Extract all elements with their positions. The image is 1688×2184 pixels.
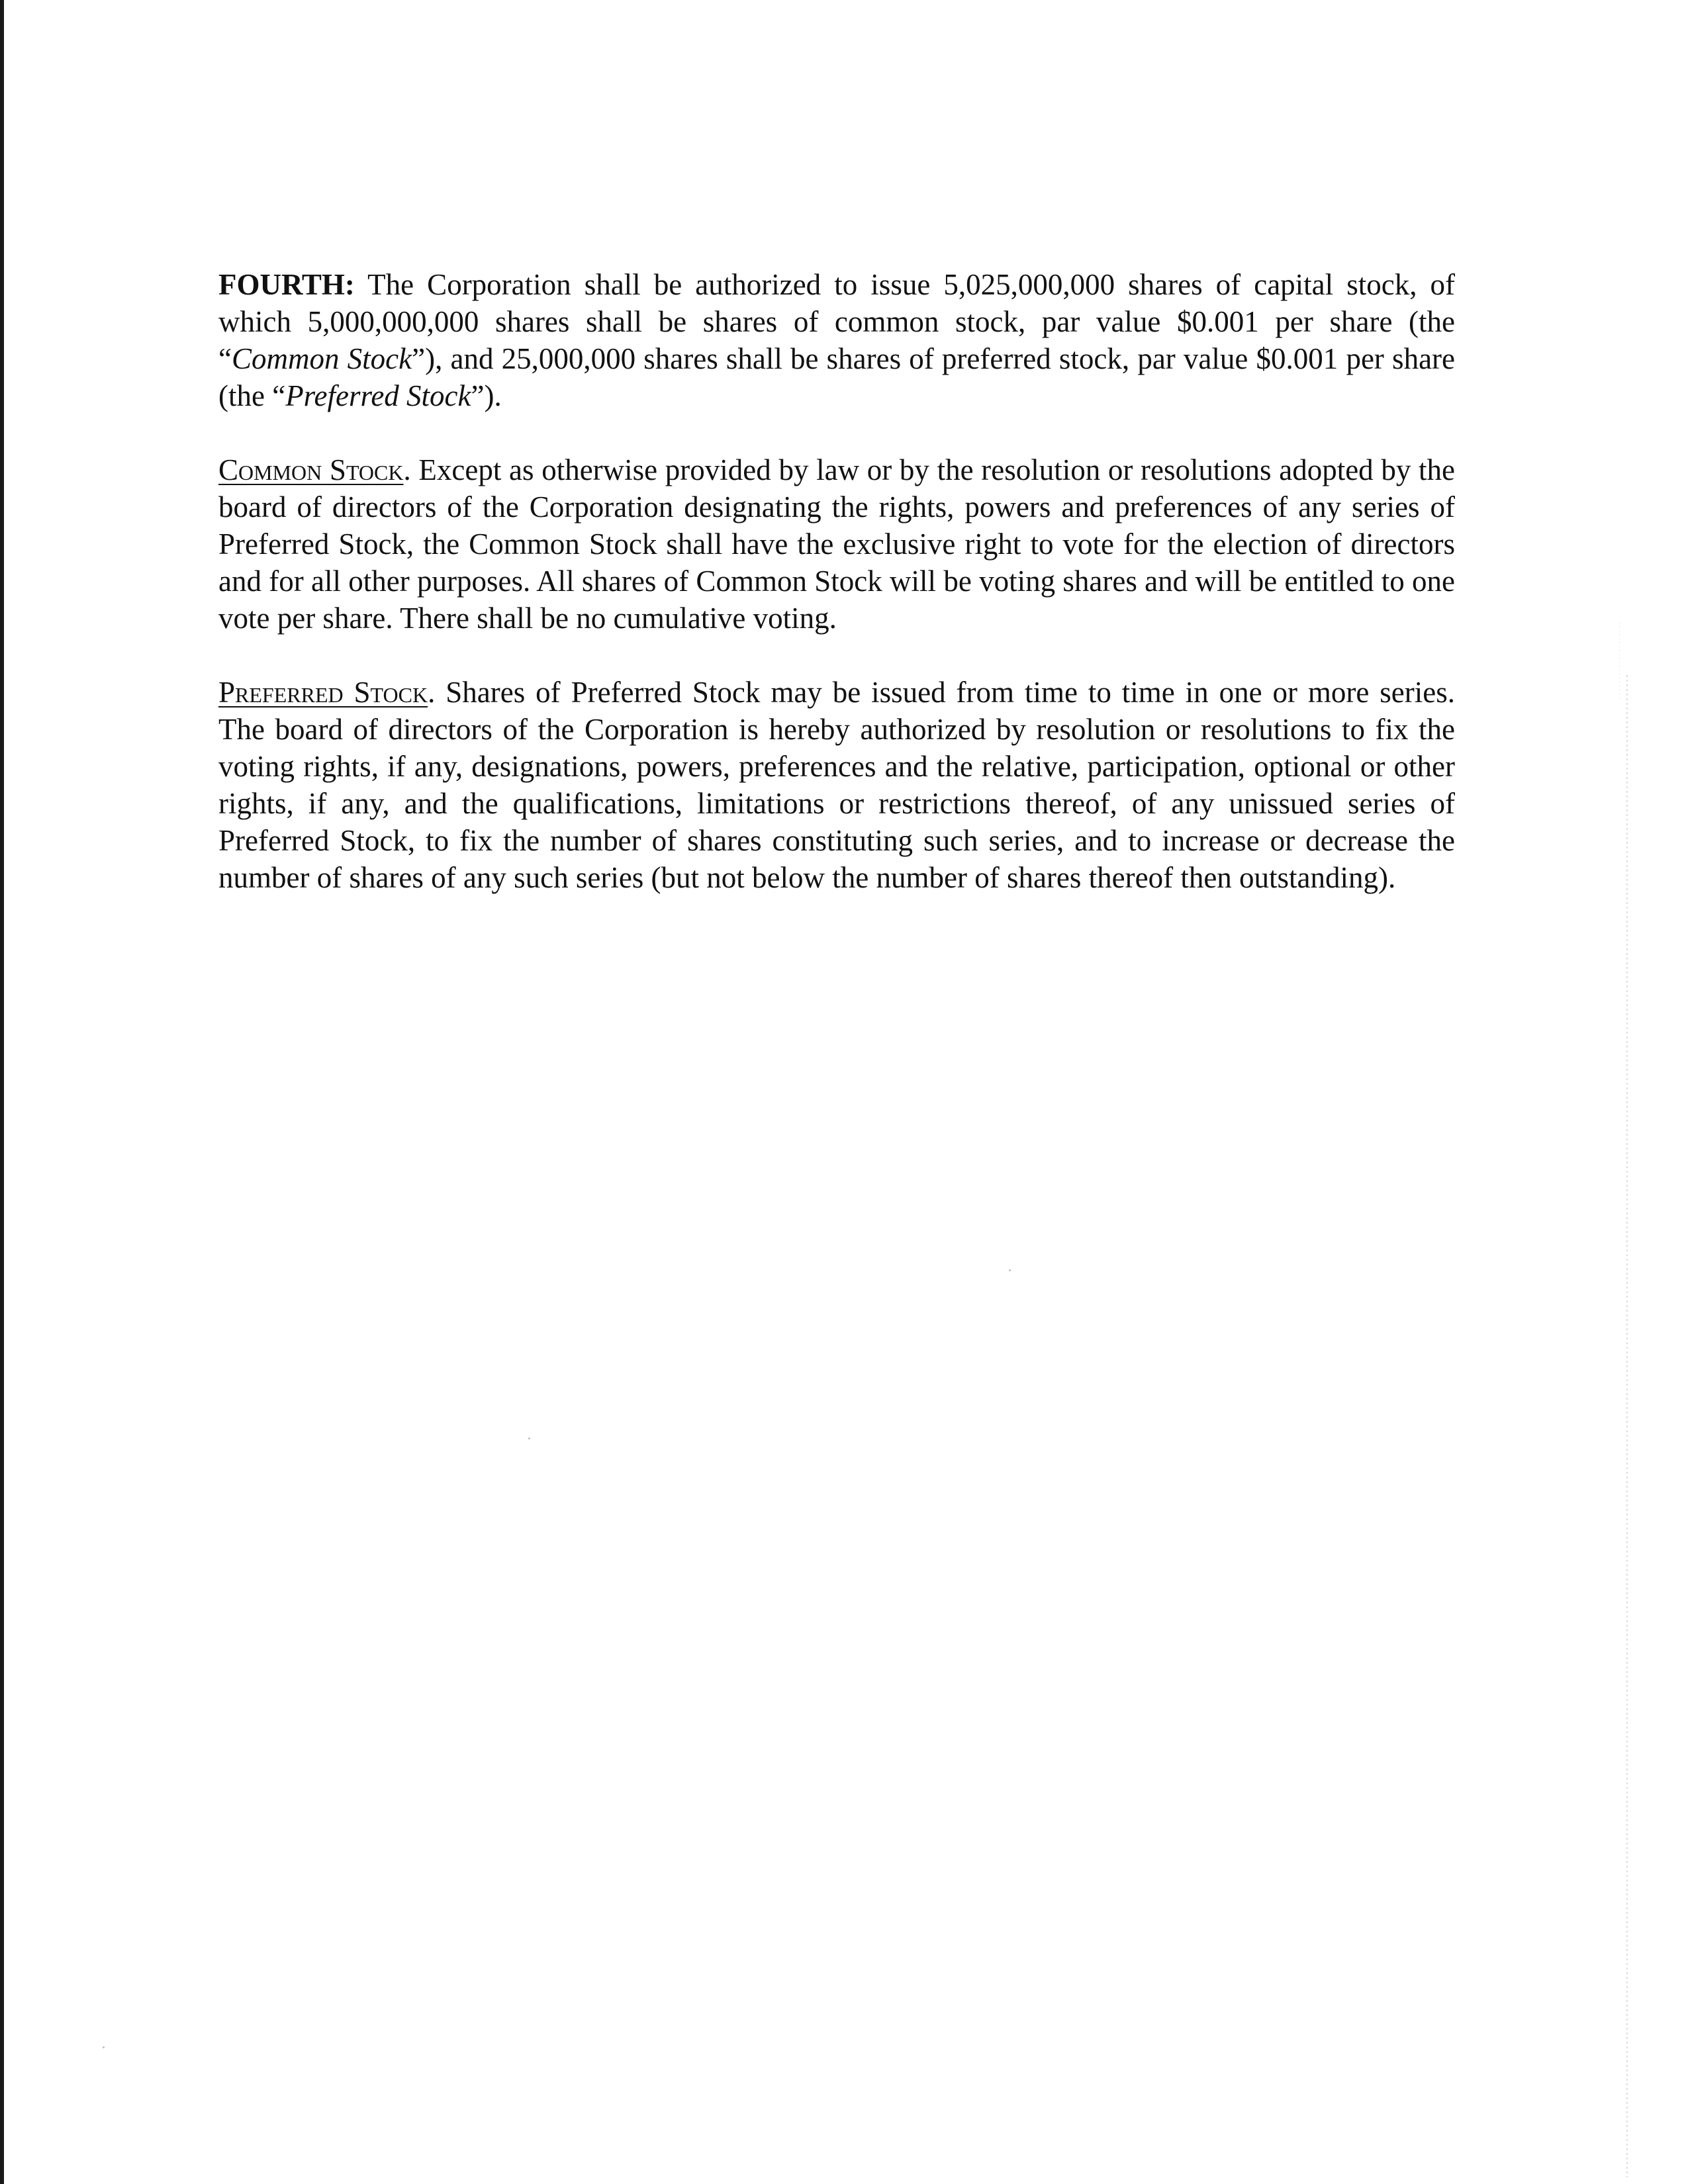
preferred-stock-paragraph [218,674,1455,896]
document-body [218,266,1455,896]
common-stock-heading: Common Stock [218,453,404,486]
article-fourth-text-part3: ”). [471,379,502,412]
defined-term-common-stock: Common Stock [231,342,412,375]
scan-edge [0,0,4,2184]
article-fourth-text-part1: The Corporation shall be authorized to issue 5,025,000,000 shares of capital stock, of which 5,000,000,000 shares shall be shares of common stock, par value $0.001 per share (the “ [218,268,1455,375]
preferred-stock-text: Shares of Preferred Stock may be issued from time to time in one or more series. The board of directors of the Corporation is hereby authorized by resolution or resolutions to fix the voting rights, if any, designations, powers, preferences and the relative, participation, optional or other rights, if any, and the qualifications, limitations or restrictions thereof, of any unissued series of Preferred Stock, to fix the number of shares constituting such series, and to increase or decrease the number of shares of any such series (but not below the number of shares thereof then outstanding). [218,676,1455,894]
article-fourth-label: FOURTH: [218,268,355,301]
common-stock-heading-period: . [403,453,411,486]
article-fourth-paragraph [218,266,1455,414]
common-stock-paragraph [218,451,1455,637]
defined-term-preferred-stock: Preferred Stock [285,379,471,412]
scan-streak [1626,675,1628,2177]
scan-speck [103,2046,105,2048]
scan-streak-upper [1619,622,1620,702]
common-stock-text: Except as otherwise provided by law or by the resolution or resolutions adopted by the board of directors of the Corporation designating the rights, powers and preferences of any series of Preferred Stock, the Common Stock shall have the exclusive right to vote for the election of directors and for all other purposes. All shares of Common Stock will be voting shares and will be entitled to one vote per share. There shall be no cumulative voting. [218,453,1455,635]
scan-speck [528,1437,530,1439]
article-fourth-text-part2: ”), and 25,000,000 shares shall be shares of preferred stock, par value $0.001 per share (the “ [218,342,1455,412]
scan-speck [1009,1269,1011,1271]
preferred-stock-heading-period: . [428,676,436,709]
preferred-stock-heading: Preferred Stock [218,676,428,709]
